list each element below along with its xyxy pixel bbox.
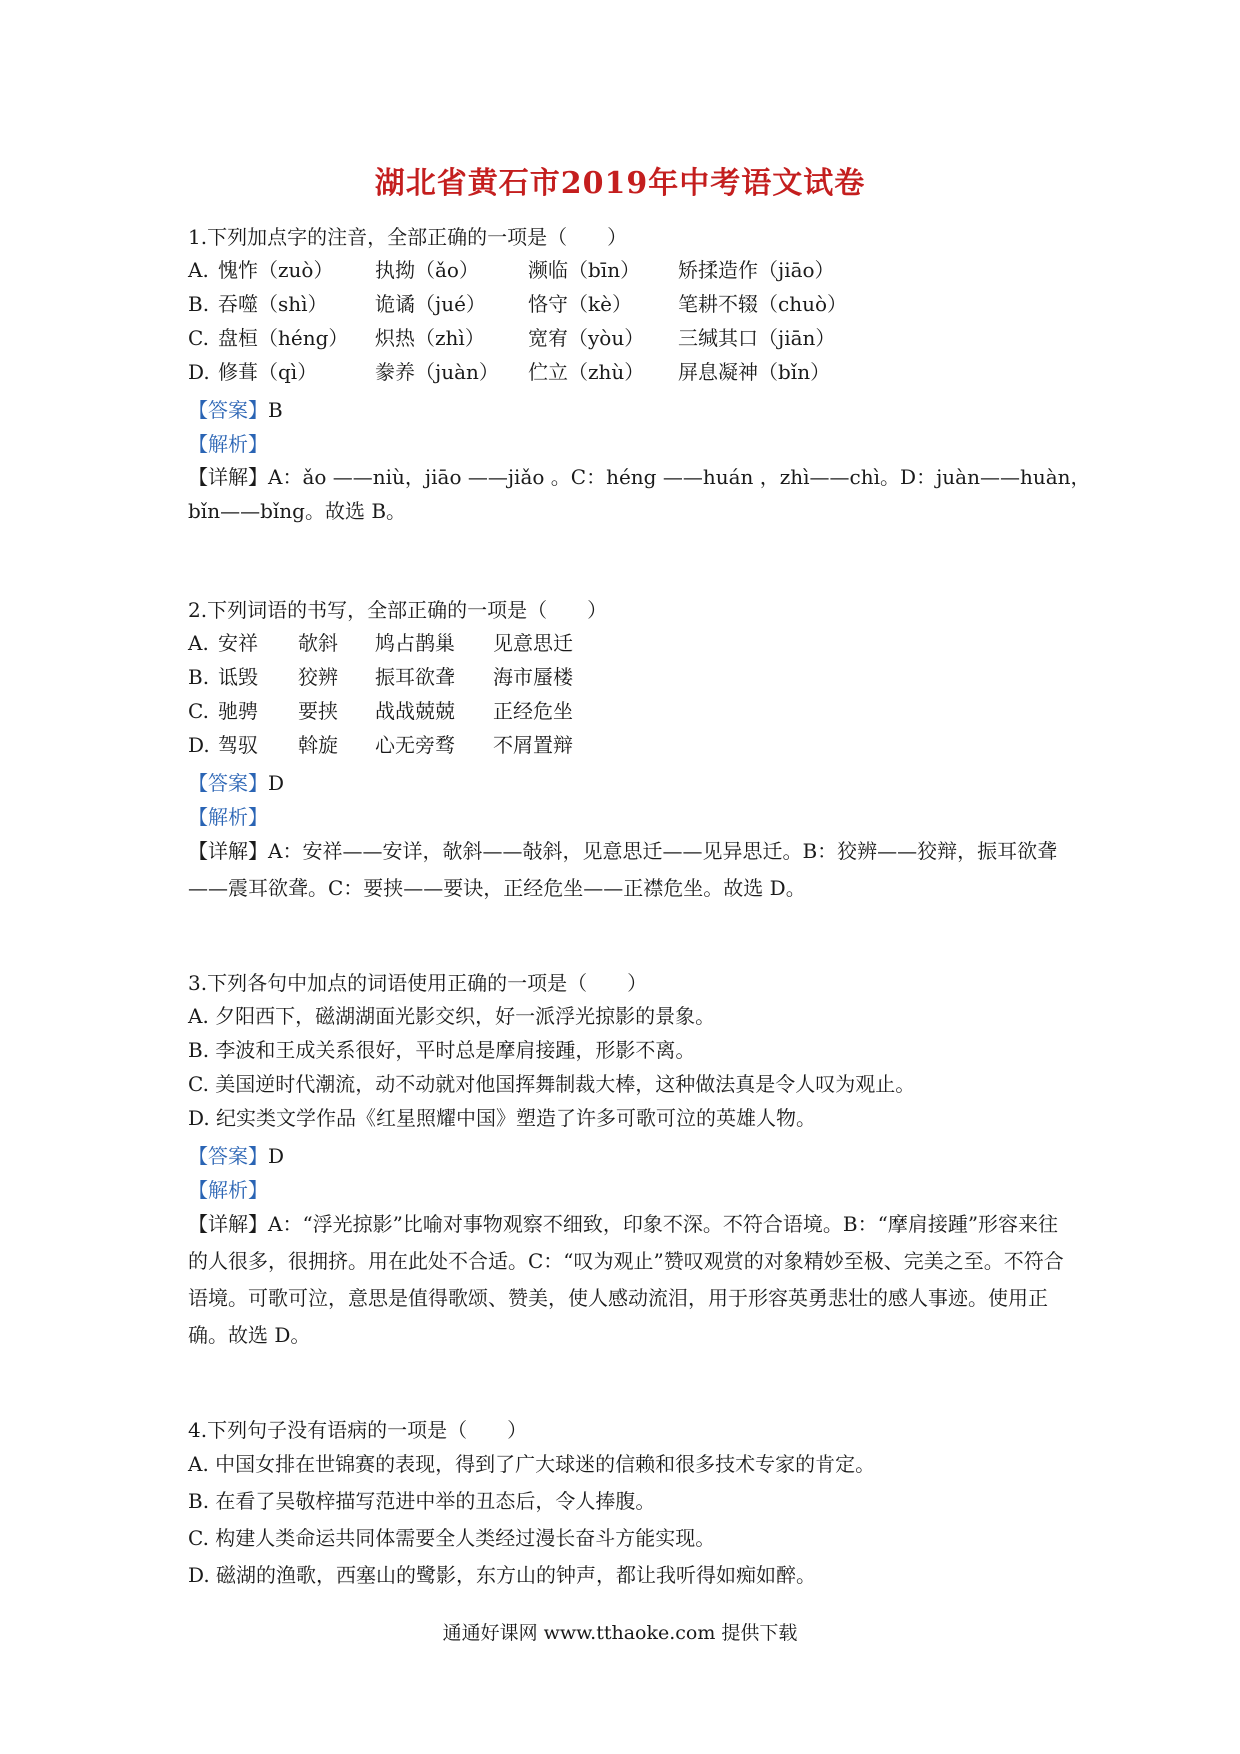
q2-analysis-tag: 【解析】	[188, 805, 268, 829]
q4-option-a: A. 中国女排在世锦赛的表现，得到了广大球迷的信赖和很多技术专家的肯定。	[188, 1452, 876, 1476]
q3-detail: 【详解】A：“浮光掠影”比喻对事物观察不细致，印象不深。不符合语境。B：“摩肩接踵”形容来往的人很多，很拥挤。用在此处不合适。C：“叹为观止”赞叹观赏的对象精妙至极、完美之至。不符合语境。可歌可泣，意思是值得歌颂、赞美，使人感动流泪，用于形容英勇悲壮的感人事迹。使用正确。故选 D。	[188, 1212, 1064, 1347]
page-footer: 通通好课网 www.tthaoke.com 提供下载	[442, 1622, 798, 1644]
q3-option-d: D. 纪实类文学作品《红星照耀中国》塑造了许多可歌可泣的英雄人物。	[188, 1106, 817, 1130]
q4-option-d: D. 磁湖的渔歌，西塞山的鹭影，东方山的钟声，都让我听得如痴如醉。	[188, 1563, 817, 1587]
q3-option-b: B. 李波和王成关系很好，平时总是摩肩接踵，形影不离。	[188, 1038, 696, 1062]
q2-stem: 2.下列词语的书写，全部正确的一项是（ ）	[188, 598, 608, 622]
q3-option-c: C. 美国逆时代潮流，动不动就对他国挥舞制裁大棒，这种做法真是令人叹为观止。	[188, 1072, 916, 1096]
q3-option-a: A. 夕阳西下，磁湖湖面光影交织，好一派浮光掠影的景象。	[188, 1004, 716, 1028]
q3-stem: 3.下列各句中加点的词语使用正确的一项是（ ）	[188, 971, 648, 995]
exam-page: 湖北省黄石市2019年中考语文试卷 1.下列加点字的注音，全部正确的一项是（ ） A. 愧怍（zuò） 执拗（ǎo） 濒临（bīn） 矫揉造作（jiāo） B. 吞噬（shì） 诡谲（jué） 恪守（kè） 笔耕不辍（chuò） C. 盘桓（héng） 炽热（zhì） 宽宥（yòu） 三缄其口（jiān） D. 修葺（qì） 豢养（juàn） 伫立（zhù） 屏息凝神（bǐn） 【答案】B 【解析】 【详解】A：ǎo ——niù，jiāo ——jiǎo 。C：héng ——huán ，zhì——chì。D：juàn——huàn， bǐn——bǐng。故选 B。 2.下列词语的书写，全部正确的一项是（ ） A. 安祥 欹斜 鸠占鹊巢 见意思迁 B. 诋毁 狡辨 振耳欲聋 海市蜃楼 C. 驰骋 要挟 战战兢兢 正经危坐 D. 驾驭 斡旋 心无旁骛 不屑置辩 【答案】D 【解析】 【详解】A：安祥——安详，欹斜——敧斜，见意思迁——见异思迁。B：狡辨——狡辩，振耳欲聋——震耳欲聋。C：要挟——要诀，正经危坐——正襟危坐。故选 D。 3.下列各句中加点的词语使用正确的一项是（ ） A. 夕阳西下，磁湖湖面光影交织，好一派浮光掠影的景象。 B. 李波和王成关系很好，平时总是摩肩接踵，形影不离。 C. 美国逆时代潮流，动不动就对他国挥舞制裁大棒，这种做法真是令人叹为观止。 D. 纪实类文学作品《红星照耀中国》塑造了许多可歌可泣的英雄人物。 【答案】D 【解析】 【详解】A：“浮光掠影”比喻对事物观察不细致，印象不深。不符合语境。B：“摩肩接踵”形容来往的人很多，很拥挤。用在此处不合适。C：“叹为观止”赞叹观赏的对象精妙至极、完美之至。不符合语境。可歌可泣，意思是值得歌颂、赞美，使人感动流泪，用于形容英勇悲壮的感人事迹。使用正确。故选 D。 4.下列句子没有语病的一项是（ ） A. 中国女排在世锦赛的表现，得到了广大球迷的信赖和很多技术专家的肯定。 B. 在看了吴敬梓描写范进中举的丑态后，令人捧腹。 C. 构建人类命运共同体需要全人类经过漫长奋斗方能实现。 D. 磁湖的渔歌，西塞山的鹭影，东方山的钟声，都让我听得如痴如醉。 通通好课网 www.tthaoke.com 提供下载	[0, 0, 1240, 1754]
q3-analysis-tag: 【解析】	[188, 1178, 268, 1202]
q3-answer: 【答案】D	[188, 1144, 285, 1168]
q1-detail-line-1: 【详解】A：ǎo ——niù，jiāo ——jiǎo 。C：héng ——huán ，zhì——chì。D：juàn——huàn，	[188, 465, 1091, 489]
q4-stem: 4.下列句子没有语病的一项是（ ）	[188, 1418, 528, 1442]
answer-tag: 【答案】	[188, 398, 268, 422]
q4-option-c: C. 构建人类命运共同体需要全人类经过漫长奋斗方能实现。	[188, 1526, 716, 1550]
q4-option-b: B. 在看了吴敬梓描写范进中举的丑态后，令人捧腹。	[188, 1489, 656, 1513]
q1-analysis-tag: 【解析】	[188, 432, 268, 456]
page-title: 湖北省黄石市2019年中考语文试卷	[374, 166, 866, 201]
q2-detail: 【详解】A：安祥——安详，欹斜——敧斜，见意思迁——见异思迁。B：狡辨——狡辩，振耳欲聋——震耳欲聋。C：要挟——要诀，正经危坐——正襟危坐。故选 D。	[188, 839, 1058, 900]
q2-answer: 【答案】D	[188, 771, 285, 795]
q1-stem: 1.下列加点字的注音，全部正确的一项是（ ）	[188, 225, 628, 249]
q1-answer: 【答案】B	[188, 398, 283, 422]
q1-detail-line-2: bǐn——bǐng。故选 B。	[188, 499, 407, 523]
